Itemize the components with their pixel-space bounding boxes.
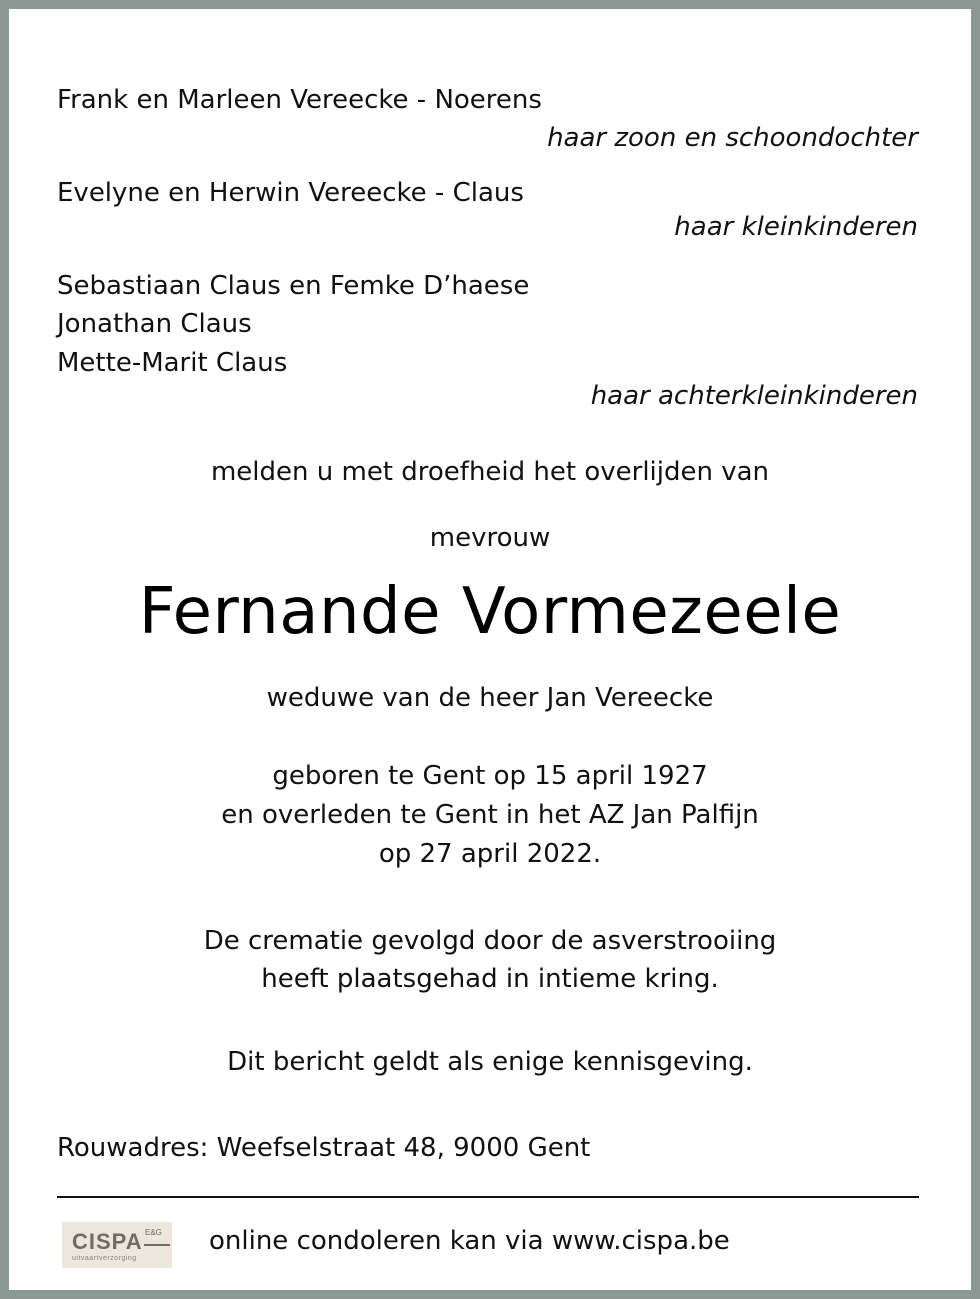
grandchildren-names: Evelyne en Herwin Vereecke - Claus (57, 178, 524, 208)
notice-line: Dit bericht geldt als enige kennisgeving. (227, 1047, 753, 1077)
son-relation: haar zoon en schoondochter (547, 123, 918, 153)
grandchildren-relation: haar kleinkinderen (674, 212, 918, 242)
announcement-intro: melden u met droefheid het overlijden van (210, 457, 770, 487)
cremation-line-2: heeft plaatsgehad in intieme kring. (261, 964, 719, 994)
cispa-logo (62, 1222, 172, 1268)
logo-wordmark: CISPA (72, 1229, 143, 1254)
great-grandchild-3: Mette-Marit Claus (57, 348, 288, 378)
son-names: Frank en Marleen Vereecke - Noerens (57, 85, 542, 115)
death-line: en overleden te Gent in het AZ Jan Palfijn (221, 800, 759, 830)
deceased-name: Fernande Vormezeele (138, 575, 842, 649)
obituary-card (9, 9, 971, 1290)
great-grandchildren-relation: haar achterkleinkinderen (590, 381, 918, 411)
death-date: op 27 april 2022. (378, 839, 602, 869)
widow-of: weduwe van de heer Jan Vereecke (266, 683, 714, 713)
birth-line: geboren te Gent op 15 april 1927 (272, 761, 708, 791)
online-condolence-text: online condoleren kan via www.cispa.be (209, 1226, 730, 1256)
footer-divider (57, 1196, 919, 1198)
cremation-line-1: De crematie gevolgd door de asverstrooiing (203, 926, 777, 956)
great-grandchild-1: Sebastiaan Claus en Femke D’haese (57, 271, 530, 301)
deceased-title: mevrouw (429, 523, 551, 553)
logo-underline (144, 1244, 170, 1246)
logo-subtitle: uitvaartverzorging (72, 1255, 137, 1262)
mourning-address: Rouwadres: Weefselstraat 48, 9000 Gent (57, 1133, 591, 1163)
great-grandchild-2: Jonathan Claus (57, 309, 252, 339)
logo-superscript: E&G (145, 1228, 162, 1237)
